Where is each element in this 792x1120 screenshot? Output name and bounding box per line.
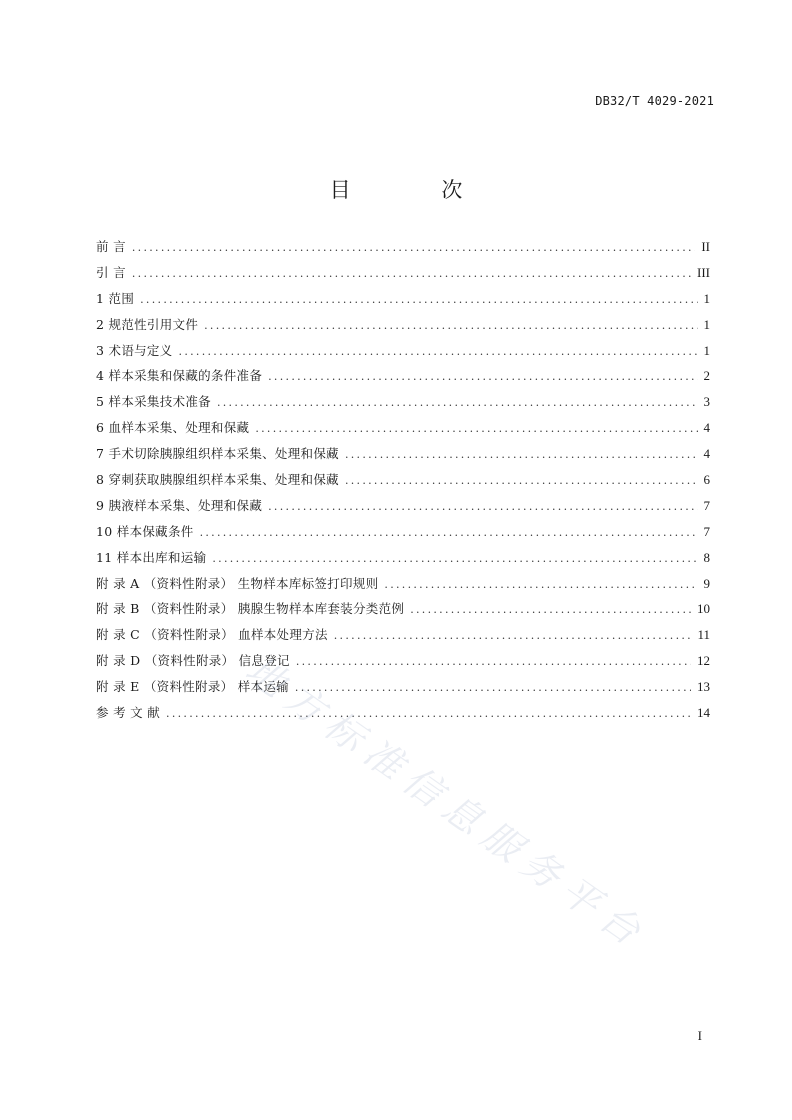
toc-dot-leader <box>166 707 691 720</box>
toc-entry-page: 1 <box>703 342 710 358</box>
toc-entry[interactable] <box>96 237 710 263</box>
toc-entry-label: 4 样本采集和保藏的条件准备 <box>96 368 263 384</box>
toc-entry[interactable] <box>96 418 710 444</box>
toc-dot-leader <box>212 552 697 565</box>
toc-dot-leader <box>179 345 698 358</box>
toc-entry-page: III <box>697 264 710 280</box>
toc-entry-page: II <box>701 239 710 254</box>
toc-entry-label: 3 术语与定义 <box>96 342 173 358</box>
page-title: 目 次 <box>329 178 505 202</box>
toc-dot-leader <box>268 500 697 513</box>
toc-dot-leader <box>140 293 697 306</box>
toc-entry-label: 1 范围 <box>96 290 135 306</box>
toc-entry[interactable] <box>96 392 710 418</box>
toc-entry-page: 10 <box>697 601 710 617</box>
toc-entry-label: 附 录 E （资料性附录） 样本运输 <box>96 679 289 695</box>
toc-entry-label: 5 样本采集技术准备 <box>96 394 211 410</box>
toc-entry-label: 前 言 <box>96 239 126 254</box>
toc-dot-leader <box>255 422 697 435</box>
toc-entry-label: 附 录 A （资料性附录） 生物样本库标签打印规则 <box>96 575 379 591</box>
toc-entry-page: 9 <box>703 575 710 591</box>
toc-dot-leader <box>410 603 691 616</box>
toc-entry-label: 参 考 文 献 <box>96 705 161 721</box>
toc-entry-page: 2 <box>703 368 710 384</box>
toc-entry-page: 1 <box>703 290 710 306</box>
toc-entry-label: 附 录 C （资料性附录） 血样本处理方法 <box>96 627 328 643</box>
table-of-contents <box>96 237 710 729</box>
toc-dot-leader <box>345 474 698 487</box>
toc-entry[interactable] <box>96 599 710 625</box>
toc-dot-leader <box>204 319 697 332</box>
toc-entry-page: 14 <box>697 705 710 721</box>
toc-entry-page: 7 <box>703 523 710 539</box>
toc-entry[interactable] <box>96 522 710 548</box>
toc-entry-page: 11 <box>697 627 710 643</box>
toc-entry-page: 13 <box>697 679 710 695</box>
toc-entry-page: 8 <box>703 549 710 565</box>
toc-dot-leader <box>200 526 698 539</box>
toc-entry-label: 2 规范性引用文件 <box>96 316 199 332</box>
toc-entry-page: 3 <box>703 394 710 410</box>
toc-dot-leader <box>132 267 691 280</box>
toc-dot-leader <box>296 655 691 668</box>
toc-entry[interactable] <box>96 289 710 315</box>
toc-entry-page: 1 <box>703 316 710 332</box>
document-code: DB32/T 4029-2021 <box>595 94 714 108</box>
toc-entry[interactable] <box>96 677 710 703</box>
toc-entry-label: 9 胰液样本采集、处理和保藏 <box>96 497 263 513</box>
toc-entry[interactable] <box>96 444 710 470</box>
toc-entry-label: 8 穿刺获取胰腺组织样本采集、处理和保藏 <box>96 472 339 488</box>
toc-entry-label: 7 手术切除胰腺组织样本采集、处理和保藏 <box>96 446 339 462</box>
toc-entry-page: 4 <box>703 446 710 462</box>
toc-entry[interactable] <box>96 470 710 496</box>
toc-entry[interactable] <box>96 496 710 522</box>
toc-entry[interactable] <box>96 651 710 677</box>
toc-entry[interactable] <box>96 263 710 289</box>
toc-entry[interactable] <box>96 703 710 729</box>
toc-entry-label: 11 样本出库和运输 <box>96 549 207 565</box>
toc-dot-leader <box>295 681 691 694</box>
toc-entry[interactable] <box>96 548 710 574</box>
toc-entry-label: 10 样本保藏条件 <box>96 523 194 539</box>
toc-entry[interactable] <box>96 366 710 392</box>
toc-entry[interactable] <box>96 341 710 367</box>
watermark: 地方标准信息服务平台 <box>237 647 657 959</box>
toc-entry-page: 12 <box>697 653 710 669</box>
toc-dot-leader <box>384 578 697 591</box>
toc-entry-page: 7 <box>703 497 710 513</box>
toc-entry-label: 附 录 D （资料性附录） 信息登记 <box>96 653 290 669</box>
toc-entry-page: 6 <box>703 472 710 488</box>
toc-dot-leader <box>132 241 695 254</box>
toc-entry[interactable] <box>96 574 710 600</box>
toc-dot-leader <box>345 448 698 461</box>
toc-entry-label: 引 言 <box>96 264 126 280</box>
toc-dot-leader <box>268 370 697 383</box>
toc-dot-leader <box>217 396 698 409</box>
toc-dot-leader <box>334 629 692 642</box>
toc-entry-page: 4 <box>703 420 710 436</box>
toc-entry-label: 6 血样本采集、处理和保藏 <box>96 420 250 436</box>
toc-entry[interactable] <box>96 625 710 651</box>
toc-entry-label: 附 录 B （资料性附录） 胰腺生物样本库套装分类范例 <box>96 601 405 617</box>
page-number: I <box>697 1028 702 1043</box>
toc-entry[interactable] <box>96 315 710 341</box>
